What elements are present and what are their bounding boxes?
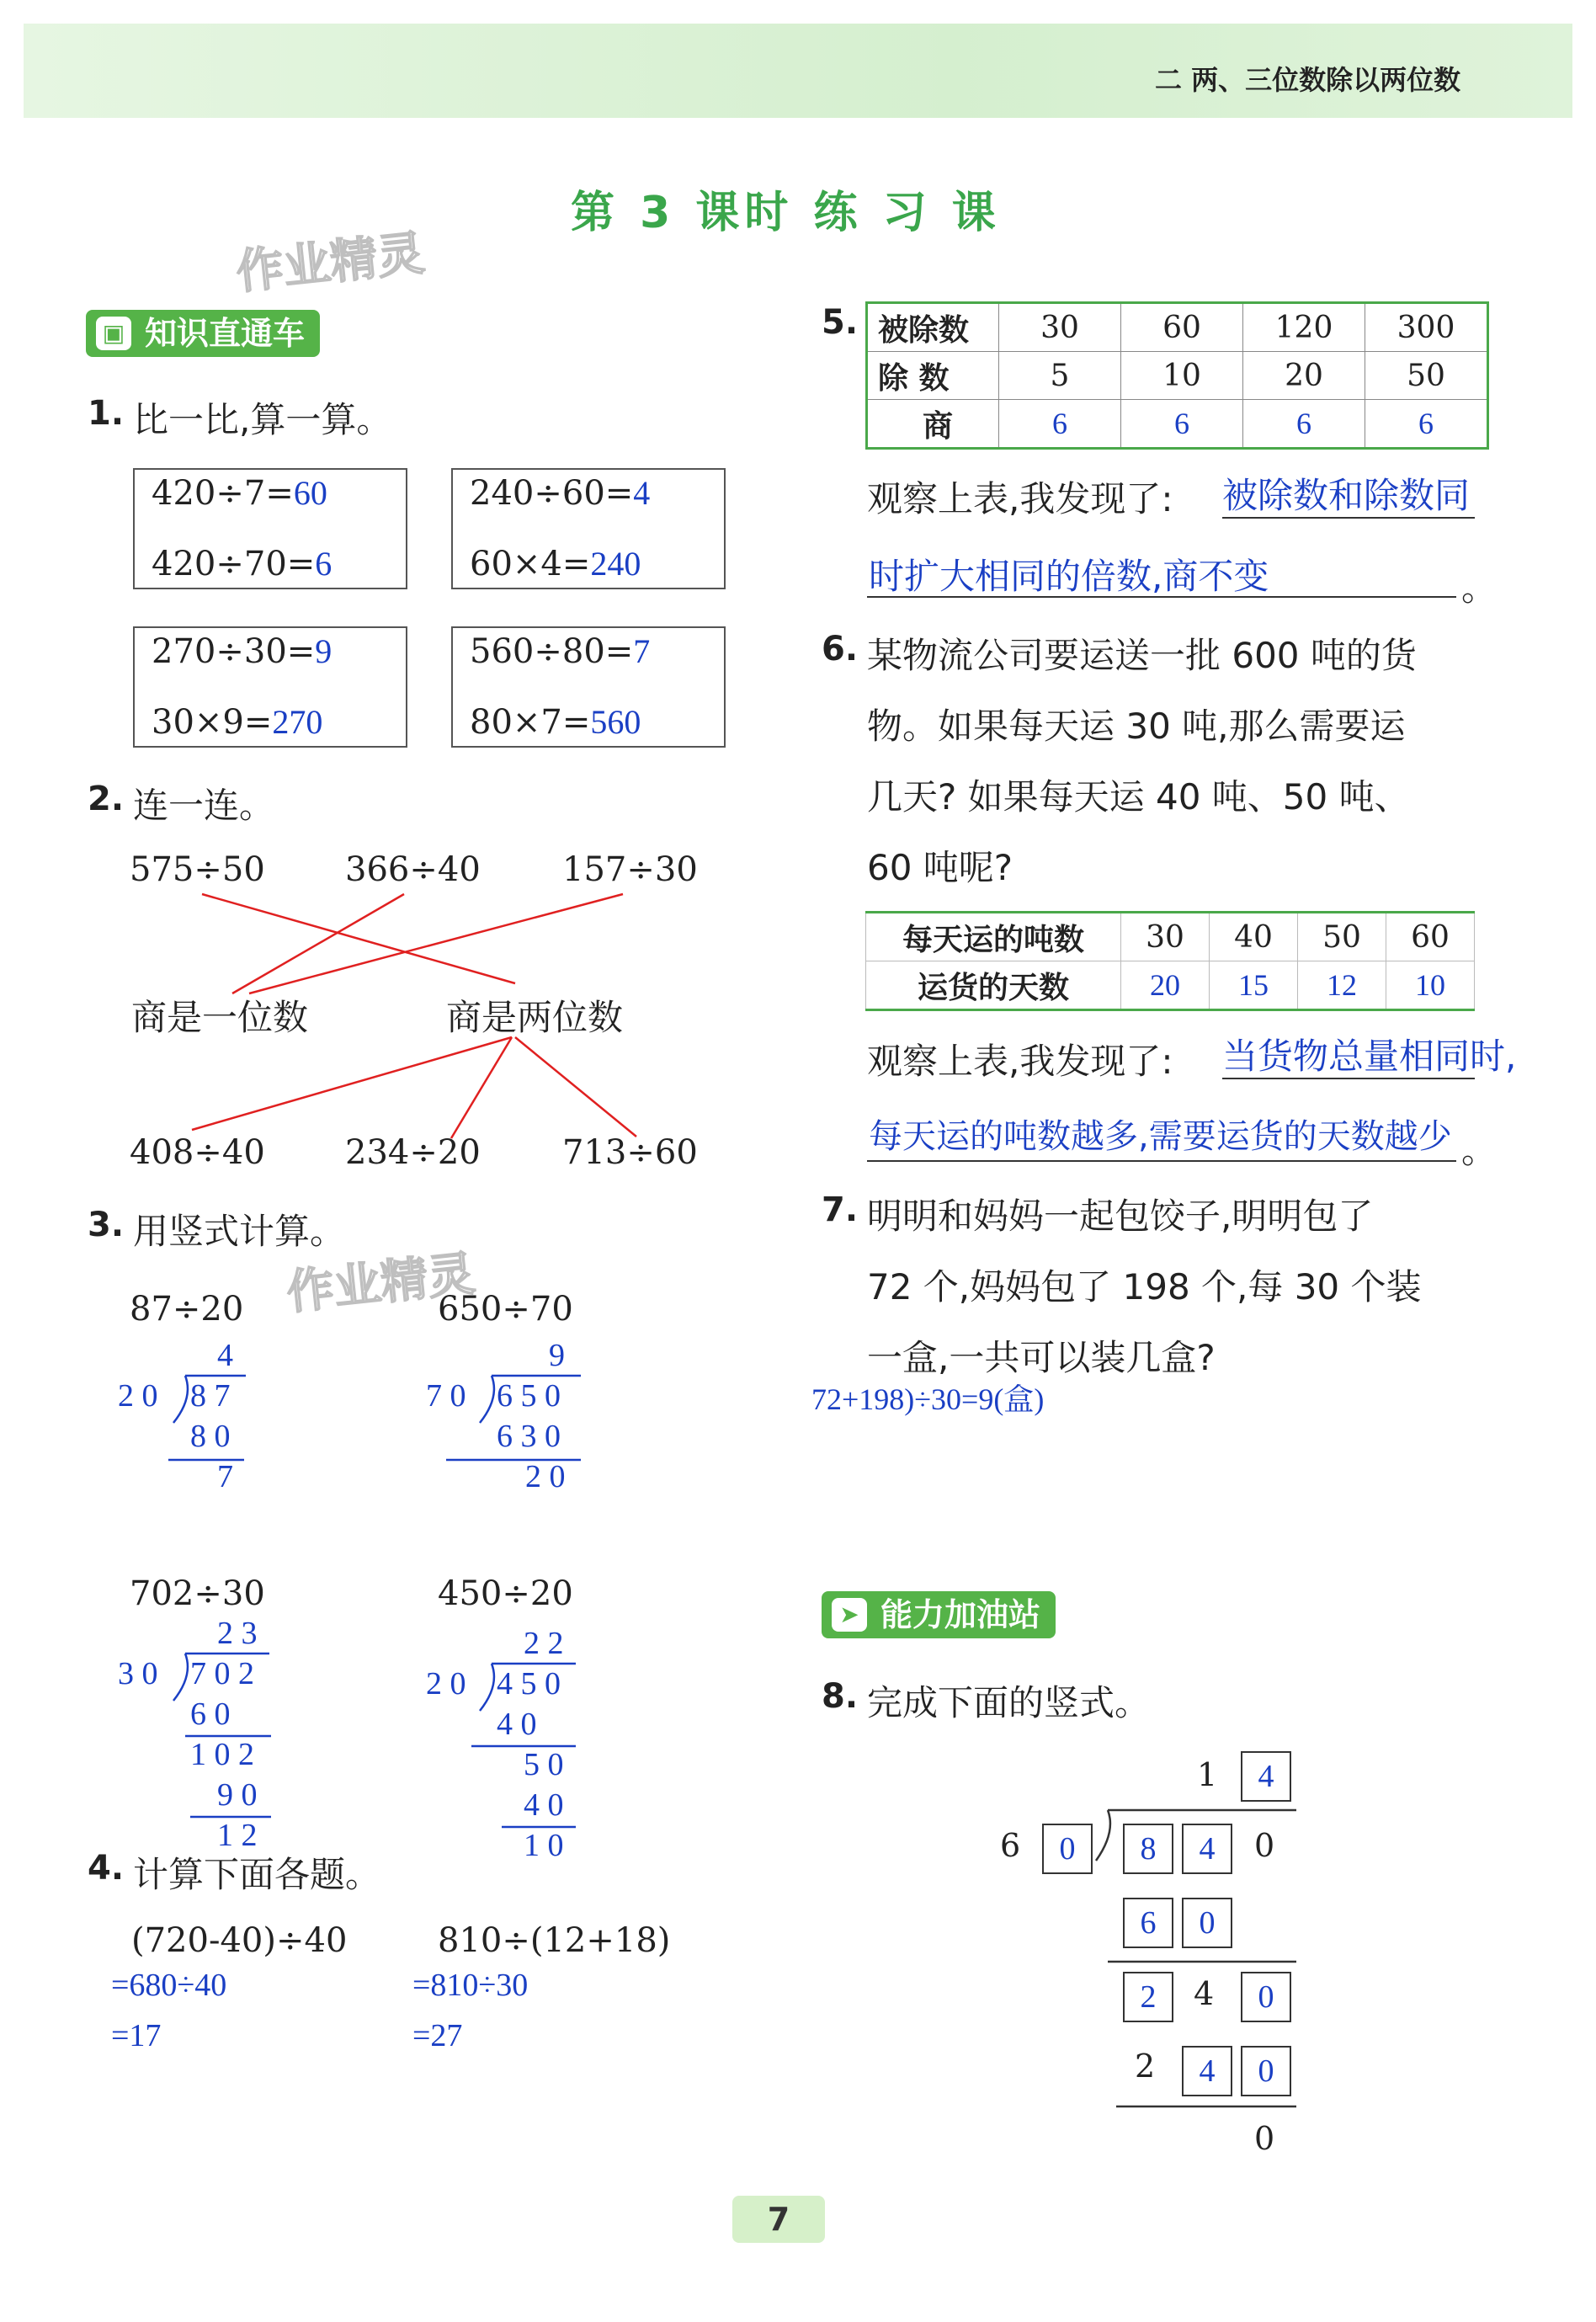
link-target: 商是两位数 — [446, 997, 624, 1038]
question-text: 计算下面各题。 — [133, 1854, 381, 1895]
fill-box[interactable]: 4 — [1241, 1751, 1291, 1802]
link-item: 157÷30 — [562, 850, 698, 889]
watermark: 作业精灵 — [284, 1246, 478, 1321]
question-number: 6. — [822, 630, 859, 668]
fill-box[interactable]: 6 — [1123, 1898, 1173, 1948]
link-item: 366÷40 — [345, 850, 481, 889]
link-item: 234÷20 — [345, 1133, 481, 1172]
section-label-ability: ➤ 能力加油站 — [822, 1591, 1056, 1638]
division-expression: 450÷20 — [438, 1574, 573, 1613]
division-expression: 650÷70 — [438, 1290, 573, 1329]
fill-box[interactable]: 4 — [1182, 1824, 1232, 1874]
question-number: 5. — [822, 303, 859, 342]
fill-box[interactable]: 0 — [1241, 2046, 1291, 2096]
question-text: 用竖式计算。 — [133, 1211, 346, 1252]
link-target: 商是一位数 — [131, 997, 309, 1038]
section-label-knowledge: ▣ 知识直通车 — [86, 310, 320, 357]
division-expression: 87÷20 — [130, 1290, 244, 1329]
watermark: 作业精灵 — [233, 226, 428, 301]
fill-box[interactable]: 0 — [1241, 1972, 1291, 2022]
q6-table: 每天运的吨数 30 40 50 60 运货的天数 20 15 12 10 — [865, 911, 1475, 1011]
question-number: 1. — [88, 394, 125, 433]
link-item: 575÷50 — [130, 850, 265, 889]
train-icon: ▣ — [96, 317, 131, 350]
chapter-title: 二 两、三位数除以两位数 — [1155, 64, 1461, 96]
question-number: 3. — [88, 1206, 125, 1244]
question-number: 2. — [88, 780, 125, 818]
fill-box[interactable]: 4 — [1182, 2046, 1232, 2096]
page-number: 7 — [732, 2196, 825, 2243]
link-item: 408÷40 — [130, 1133, 265, 1172]
question-number: 4. — [88, 1849, 125, 1888]
rocket-icon: ➤ — [832, 1598, 867, 1632]
question-text: 连一连。 — [133, 785, 275, 826]
lesson-title: 第 3 课时 练 习 课 — [571, 188, 1001, 238]
q5-table: 被除数 30 60 120 300 除 数 5 10 20 50 商 6 6 6 6 — [865, 301, 1489, 450]
question-number: 8. — [822, 1677, 859, 1716]
question-text: 比一比,算一算。 — [133, 399, 392, 440]
fill-box[interactable]: 8 — [1123, 1824, 1173, 1874]
question-number: 7. — [822, 1190, 859, 1229]
fill-box[interactable]: 2 — [1123, 1972, 1173, 2022]
division-expression: 702÷30 — [130, 1574, 265, 1613]
fill-box[interactable]: 0 — [1042, 1824, 1093, 1874]
link-item: 713÷60 — [562, 1133, 698, 1172]
fill-box[interactable]: 0 — [1182, 1898, 1232, 1948]
